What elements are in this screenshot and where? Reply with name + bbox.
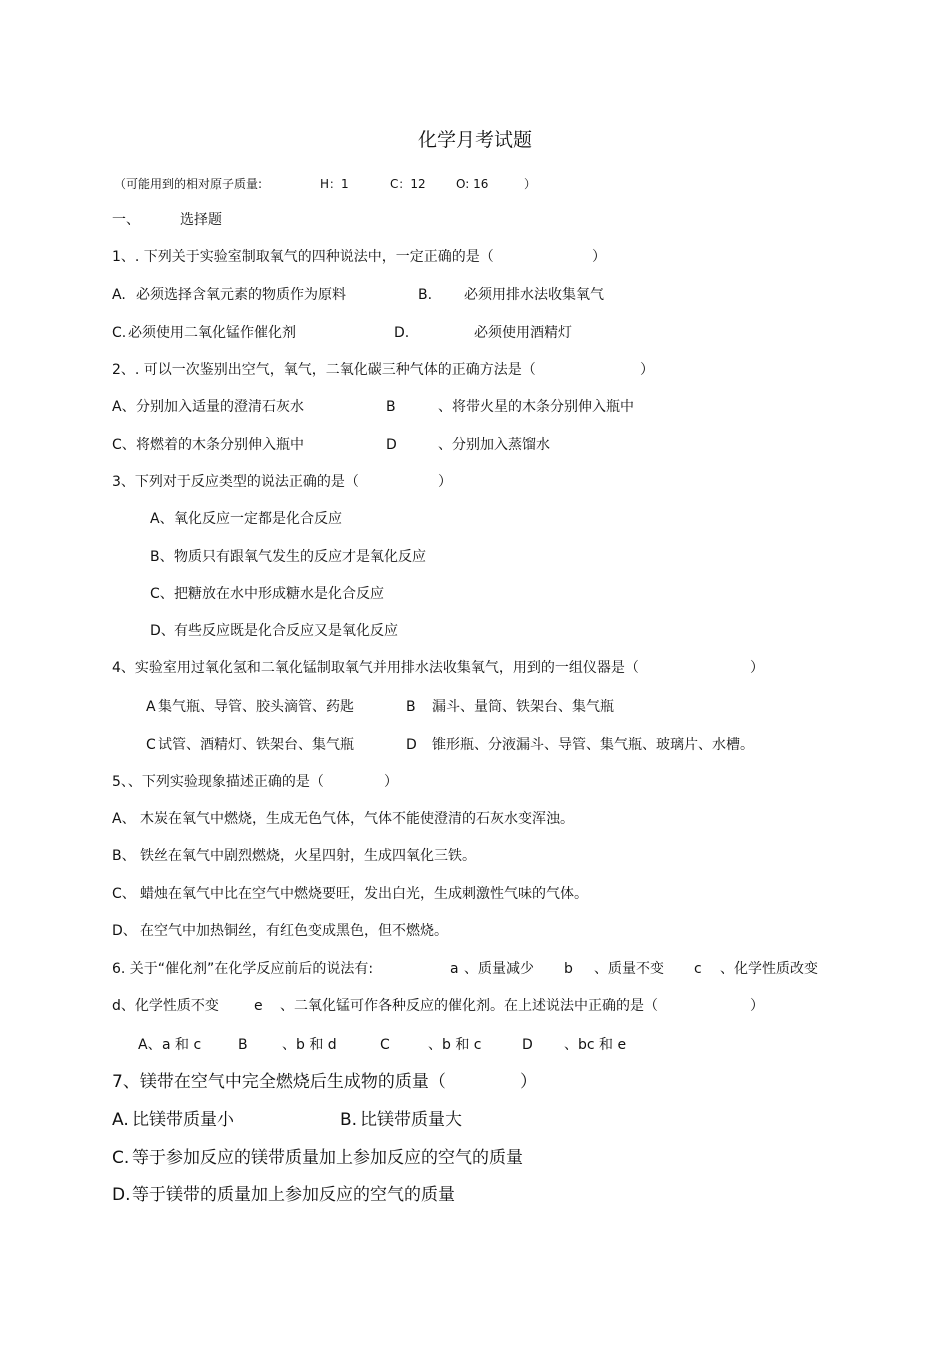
option-letter: C [146, 737, 156, 753]
option-text: 必须使用酒精灯 [474, 325, 572, 341]
option-text: 必须选择含氧元素的物质作为原料 [136, 287, 346, 303]
option-text: 必须用排水法收集氧气 [464, 287, 604, 303]
page-title: 化学月考试题 [417, 129, 532, 151]
option-letter: B. [418, 287, 433, 303]
option-letter: D. [112, 1185, 131, 1205]
option-text: 物质只有跟氧气发生的反应才是氧化反应 [174, 549, 426, 565]
option-letter: A、 [138, 1037, 162, 1053]
option-text: 在空气中加热铜丝，有红色变成黑色，但不燃烧。 [140, 923, 448, 939]
option-letter: B. [340, 1110, 358, 1130]
option-letter: D [406, 737, 417, 753]
option-letter: D、 [112, 923, 137, 939]
option-letter: D、 [150, 623, 175, 639]
option-text: 氧化反应一定都是化合反应 [174, 511, 342, 527]
option-text: 等于参加反应的镁带质量加上参加反应的空气的质量 [132, 1148, 523, 1168]
note-prefix: （可能用到的相对原子质量: [114, 177, 263, 191]
option-letter: C. [112, 325, 127, 341]
option-letter: A、 [150, 511, 174, 527]
option-text: 等于镁带的质量加上参加反应的空气的质量 [132, 1185, 455, 1205]
option-letter: A. [112, 1110, 129, 1130]
option-text: 试管、酒精灯、铁架台、集气瓶 [158, 737, 354, 753]
option-text: 木炭在氧气中燃烧，生成无色气体，气体不能使澄清的石灰水变浑浊。 [140, 811, 574, 827]
option-letter: A、 [112, 811, 136, 827]
option-text: 有些反应既是化合反应又是氧化反应 [174, 623, 398, 639]
option-letter: D [386, 437, 397, 453]
option-text: 、分别加入蒸馏水 [438, 437, 550, 453]
option-text: 比镁带质量小 [132, 1110, 234, 1130]
option-text: a 和 c [162, 1037, 202, 1053]
option-text: 锥形瓶、分液漏斗、导管、集气瓶、玻璃片、水槽。 [432, 737, 754, 753]
option-letter: A、 [112, 399, 136, 415]
option-letter: C. [112, 1148, 130, 1168]
option-text: 、b 和 d [282, 1037, 337, 1053]
option-text: 将燃着的木条分别伸入瓶中 [136, 437, 304, 453]
option-letter: B、 [112, 848, 136, 864]
option-letter: D. [394, 325, 410, 341]
section-name: 选择题 [180, 212, 222, 228]
section-number: 一、 [112, 212, 140, 228]
option-letter: B、 [150, 549, 174, 565]
option-letter: B [238, 1037, 248, 1053]
note-suffix: ） [524, 177, 537, 191]
option-text: 分别加入适量的澄清石灰水 [136, 399, 304, 415]
option-text: 比镁带质量大 [360, 1110, 462, 1130]
option-letter: C、 [112, 886, 136, 902]
option-letter: A [146, 699, 156, 715]
note-h: H：1 [320, 177, 349, 191]
option-text: 蜡烛在氧气中比在空气中燃烧要旺，发出白光，生成刺激性气味的气体。 [140, 886, 588, 902]
option-text: 、将带火星的木条分别伸入瓶中 [438, 399, 634, 415]
note-c: C：12 [390, 177, 426, 191]
option-letter: C、 [112, 437, 136, 453]
note-o: O: 16 [456, 177, 489, 191]
option-letter: B [406, 699, 416, 715]
option-text: 、bc 和 e [564, 1037, 627, 1053]
option-letter: C、 [150, 586, 174, 602]
option-text: 集气瓶、导管、胶头滴管、药匙 [158, 699, 354, 715]
option-letter: B [386, 399, 396, 415]
option-text: 把糖放在水中形成糖水是化合反应 [174, 586, 384, 602]
option-letter: D [522, 1037, 533, 1053]
option-text: 铁丝在氧气中剧烈燃烧，火星四射，生成四氧化三铁。 [140, 848, 476, 864]
option-letter: A. [112, 287, 126, 303]
option-text: 漏斗、量筒、铁架台、集气瓶 [432, 699, 614, 715]
option-text: 必须使用二氧化锰作催化剂 [128, 325, 296, 341]
option-letter: C [380, 1037, 390, 1053]
option-text: 、b 和 c [428, 1037, 482, 1053]
